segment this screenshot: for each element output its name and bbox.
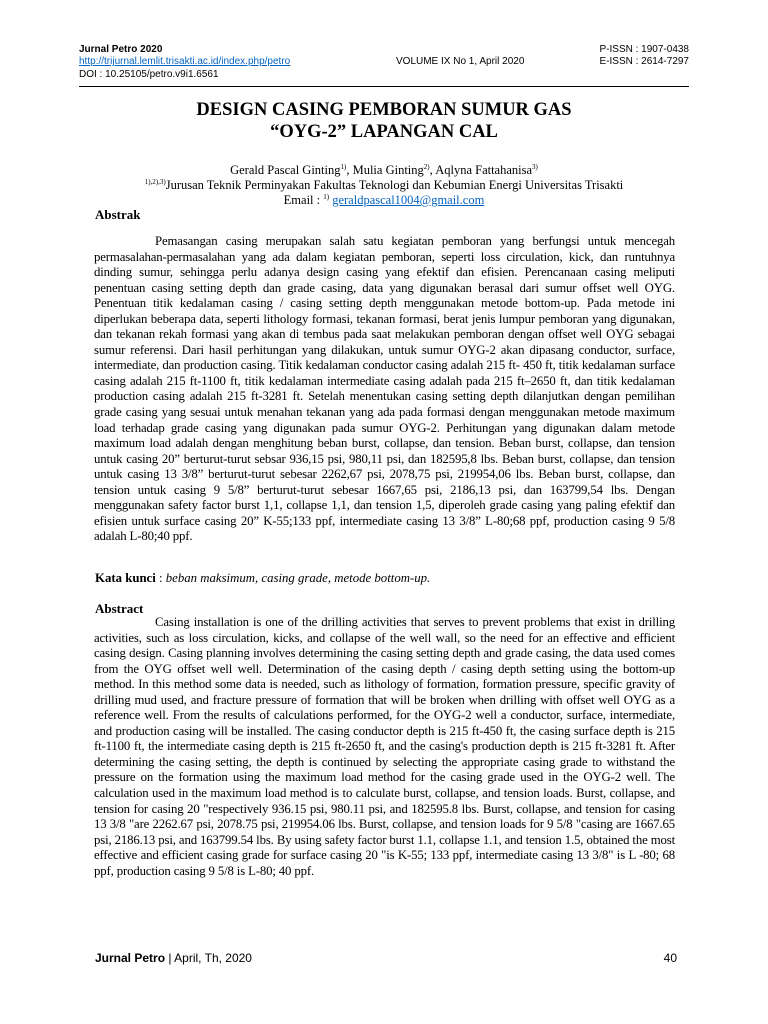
title-line-2: “OYG-2” LAPANGAN CAL [270,122,498,142]
affiliation [79,178,689,193]
eissn: E-ISSN : 2614-7297 [599,56,689,67]
header-divider [79,86,689,87]
author-2-sup: 2) [423,162,430,171]
email-sup: 1) [323,192,330,201]
page-footer [95,951,677,965]
pissn: P-ISSN : 1907-0438 [599,44,689,55]
footer-journal: Jurnal Petro [95,951,166,965]
page-number: 40 [663,951,677,965]
author-2: Mulia Ginting [352,163,424,177]
affiliation-text: Jurusan Teknik Perminyakan Fakultas Teknologi dan Kebumian Energi Universitas Trisakti [165,178,624,192]
journal-name: Jurnal Petro 2020 [79,44,163,55]
header-row-2 [79,56,689,68]
author-1-sup: 1) [340,162,347,171]
keywords-label: Kata kunci [95,571,156,585]
abstrak-body: Pemasangan casing merupakan salah satu kegiatan pemboran yang berfungsi untuk mencegah permasalahan-permasalahan yang ada dalam kegiatan pemboran, seperti loss circulation, kick, dan runtuhnya dinding sumur, sehingga perlu adanya design casing yang efektif dan efisien. Perencanaan casing meliputi penentuan casing setting depth dan grade casing, data yang digunakan berasal dari sumur offset well OYG. Penentuan titik kedalaman casing / casing setting depth menggunakan metode bottom-up. Pada metode ini diperlukan beberapa data, seperti lithology formasi, tekanan formasi, berat jenis lumpur pemboran yang digunakan, dan tekanan rekah formasi yang akan di tembus pada saat melakukan pemboran dengan offset well OYG sebagai sumur referensi. Dari hasil perhitungan yang dilakukan, untuk sumur OYG-2 akan dipasang conductor, surface, intermediate, dan production casing. Titik kedalaman conductor casing adalah 215 ft- 450 ft, titik kedalaman surface casing adalah 215 ft-1100 ft, titik kedalaman intermediate casing adalah pada 215 ft–2650 ft, dan titik kedalaman production casing adalah 215 ft-3281 ft. Setelah menentukan casing setting depth dilanjutkan dengan pemilihan grade casing yang sesuai untuk menahan tekanan yang ada pada formasi dengan menggunakan metode maximum load terhadap grade casing yang digunakan pada sumur OYG-2. Perhitungan yang digunakan dalam metode maximum load adalah dengan menghitung beban burst, collapse, dan tension. Beban burst, collapse, dan tension untuk casing 20” berturut-turut sebsar 936,15 psi, 980,11 psi, dan 182595,8 lbs. Beban burst, collapse, dan tension untuk casing 13 3/8” berturut-turut sebesar 2262,67 psi, 2078,75 psi, 219954,06 lbs. Beban burst, collapse, dan tension untuk casing 9 5/8” berturut-turut sebesar 1667,65 psi, 2186,13 psi, dan 163799,54 lbs. Dengan menggunakan safety factor burst 1,1, collapse 1,1, dan tension 1,5, diperoleh grade casing yang paling efektif dan efisien untuk surface casing 20” K-55;133 ppf, intermediate casing 13 3/8” L-80;68 ppf, production casing 9 5/8 adalah L-80;40 ppf. [94,234,675,544]
author-1: Gerald Pascal Ginting [230,163,341,177]
abstract-heading: Abstract [95,601,144,616]
email-line [79,193,689,208]
author-3: Aqlyna Fattahanisa [435,163,533,177]
keywords-text: beban maksimum, casing grade, metode bottom-up. [165,571,431,585]
abstract-body: Casing installation is one of the drilling activities that serves to prevent problems that exist in drilling activities, such as loss circulation, kicks, and collapse of the well wall, so the need for an effective and efficient casing design. Casing planning involves determining the casing setting depth and grade casing, the data used comes from the OYG offset well well. Determination of the casing depth / casing depth setting using the bottom-up method. In this method some data is needed, such as lithology of formation, formation pressure, specific gravity of drilling mud used, and fracture pressure of formation that will be broken when drilling with offset well OYG as a reference well. From the results of calculations performed, for the OYG-2 well a conductor, surface, intermediate, and production casing will be installed. The casing conductor depth is 215 ft-450 ft, the casing surface depth is 215 ft-1100 ft, the intermediate casing depth is 215 ft-2650 ft, and the casing's production depth is 215 ft-3281 ft. After determining the casing setting, the depth is continued by selecting the appropriate casing grade to withstand the pressure on the formation using the maximum load method for the casing grade used in the OYG-2 well. The calculation used in the maximum load method is to calculate burst, collapse, and tension loads. Burst, collapse, and tension for casing 20 "respectively 936.15 psi, 980.11 psi, and 182595.8 lbs. Burst, collapse, and tension for casing 13 3/8 "are 2262.67 psi, 2078.75 psi, 219954.06 lbs. Burst, collapse, and tension loads for 9 5/8 "casing are 1667.65 psi, 2186.13 psi, and 163799.54 lbs. By using safety factor burst 1.1, collapse 1.1, and tension 1.5, obtained the most effective and efficient casing grade for surface casing 20 "is K-55; 133 ppf, intermediate casing 13 3/8" is L -80; 68 ppf, production casing 9 5/8 is L-80; 40 ppf. [94,615,675,878]
keywords: Kata kunci : beban maksimum, casing grade, metode bottom-up. [95,571,431,585]
title-line-1: DESIGN CASING PEMBORAN SUMUR GAS [196,100,572,120]
email-link[interactable]: geraldpascal1004@gmail.com [332,193,485,207]
footer-separator: | [165,951,172,965]
abstrak-heading: Abstrak [95,207,141,222]
email-label: Email : [283,193,324,207]
volume-info: VOLUME IX No 1, April 2020 [396,56,525,67]
author-list: Gerald Pascal Ginting$^{1)}$, Mulia Ginting$^{2)}$, Aqlyna Fattahanisa$^{3)}$ [230,162,538,177]
footer-date: April, Th, 2020 [171,951,252,965]
doi: DOI : 10.25105/petro.v9i1.6561 [79,69,219,80]
paper-title [79,99,689,143]
journal-url-link[interactable]: http://trijurnal.lemlit.trisakti.ac.id/index.php/petro [79,56,291,67]
author-3-sup: 3) [532,162,538,171]
affiliation-sup: 1),2),3) [144,177,166,186]
header-row-3 [79,69,689,81]
running-header [79,44,689,56]
